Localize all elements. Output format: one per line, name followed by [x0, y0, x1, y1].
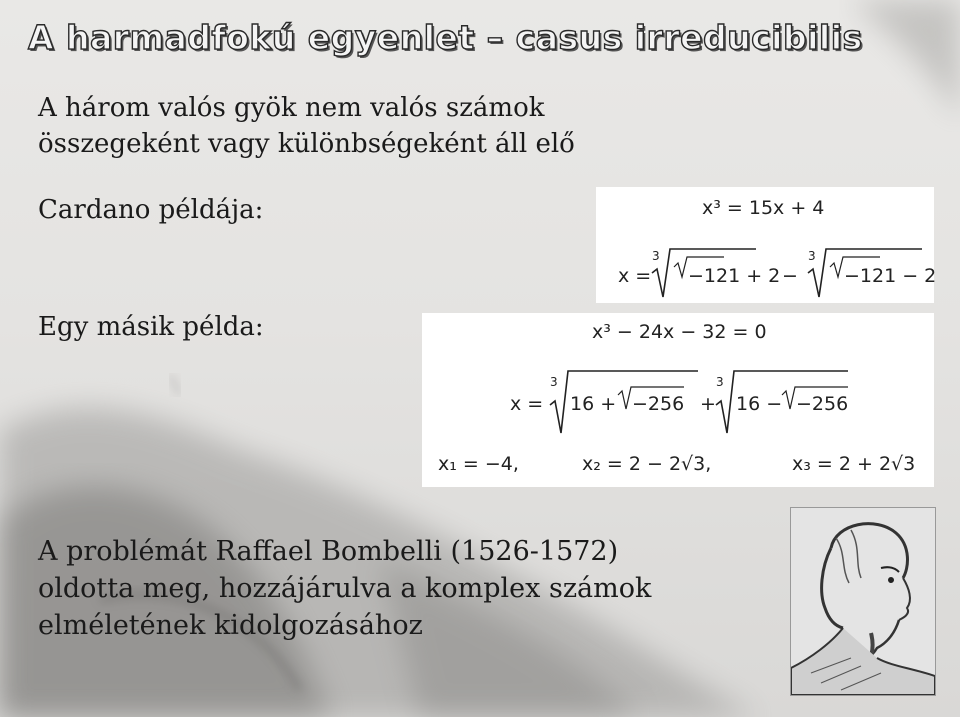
other-equation-box — [422, 313, 934, 487]
cardano-x-equals: x = — [618, 265, 652, 287]
other-root1-index: 3 — [550, 375, 558, 389]
other-root2-radicand-a: 16 − — [736, 393, 783, 415]
other-root2-radicand-b: −256 — [796, 393, 849, 415]
bombelli-portrait — [790, 507, 936, 696]
intro-line-1: A három valós gyök nem valós számok — [38, 93, 545, 123]
cardano-root2-index: 3 — [808, 249, 816, 263]
portrait-sketch — [791, 508, 935, 695]
other-root1-radicand-a: 16 + — [570, 393, 617, 415]
bombelli-line-3: elméletének kidolgozásához — [38, 610, 423, 641]
bombelli-line-2: oldotta meg, hozzájárulva a komplex számok — [38, 573, 652, 604]
cardano-label: Cardano példája: — [38, 195, 264, 225]
root-x3: x₃ = 2 + 2√3 — [792, 453, 916, 475]
cardano-root2-radicand: −121 − 2 — [844, 265, 937, 287]
root-x2: x₂ = 2 − 2√3, — [582, 453, 712, 475]
cardano-equation-box — [596, 187, 937, 303]
cardano-root1-index: 3 — [652, 249, 660, 263]
other-x-equals: x = — [510, 393, 544, 415]
cardano-root1-radicand: −121 + 2 — [688, 265, 781, 287]
bombelli-line-1: A problémát Raffael Bombelli (1526-1572) — [38, 536, 619, 567]
intro-line-2: összegeként vagy különbségeként áll elő — [38, 129, 575, 159]
root-x1: x₁ = −4, — [438, 453, 519, 475]
other-example-label: Egy másik példa: — [38, 312, 264, 342]
other-equation: x³ − 24x − 32 = 0 — [592, 321, 767, 343]
slide-title: A harmadfokú egyenlet – casus irreducibilis — [28, 18, 863, 57]
cardano-equation: x³ = 15x + 4 — [702, 197, 825, 219]
other-root2-index: 3 — [716, 375, 724, 389]
other-root1-radicand-b: −256 — [632, 393, 685, 415]
other-operator: + — [700, 393, 716, 415]
cardano-operator: − — [782, 265, 798, 287]
